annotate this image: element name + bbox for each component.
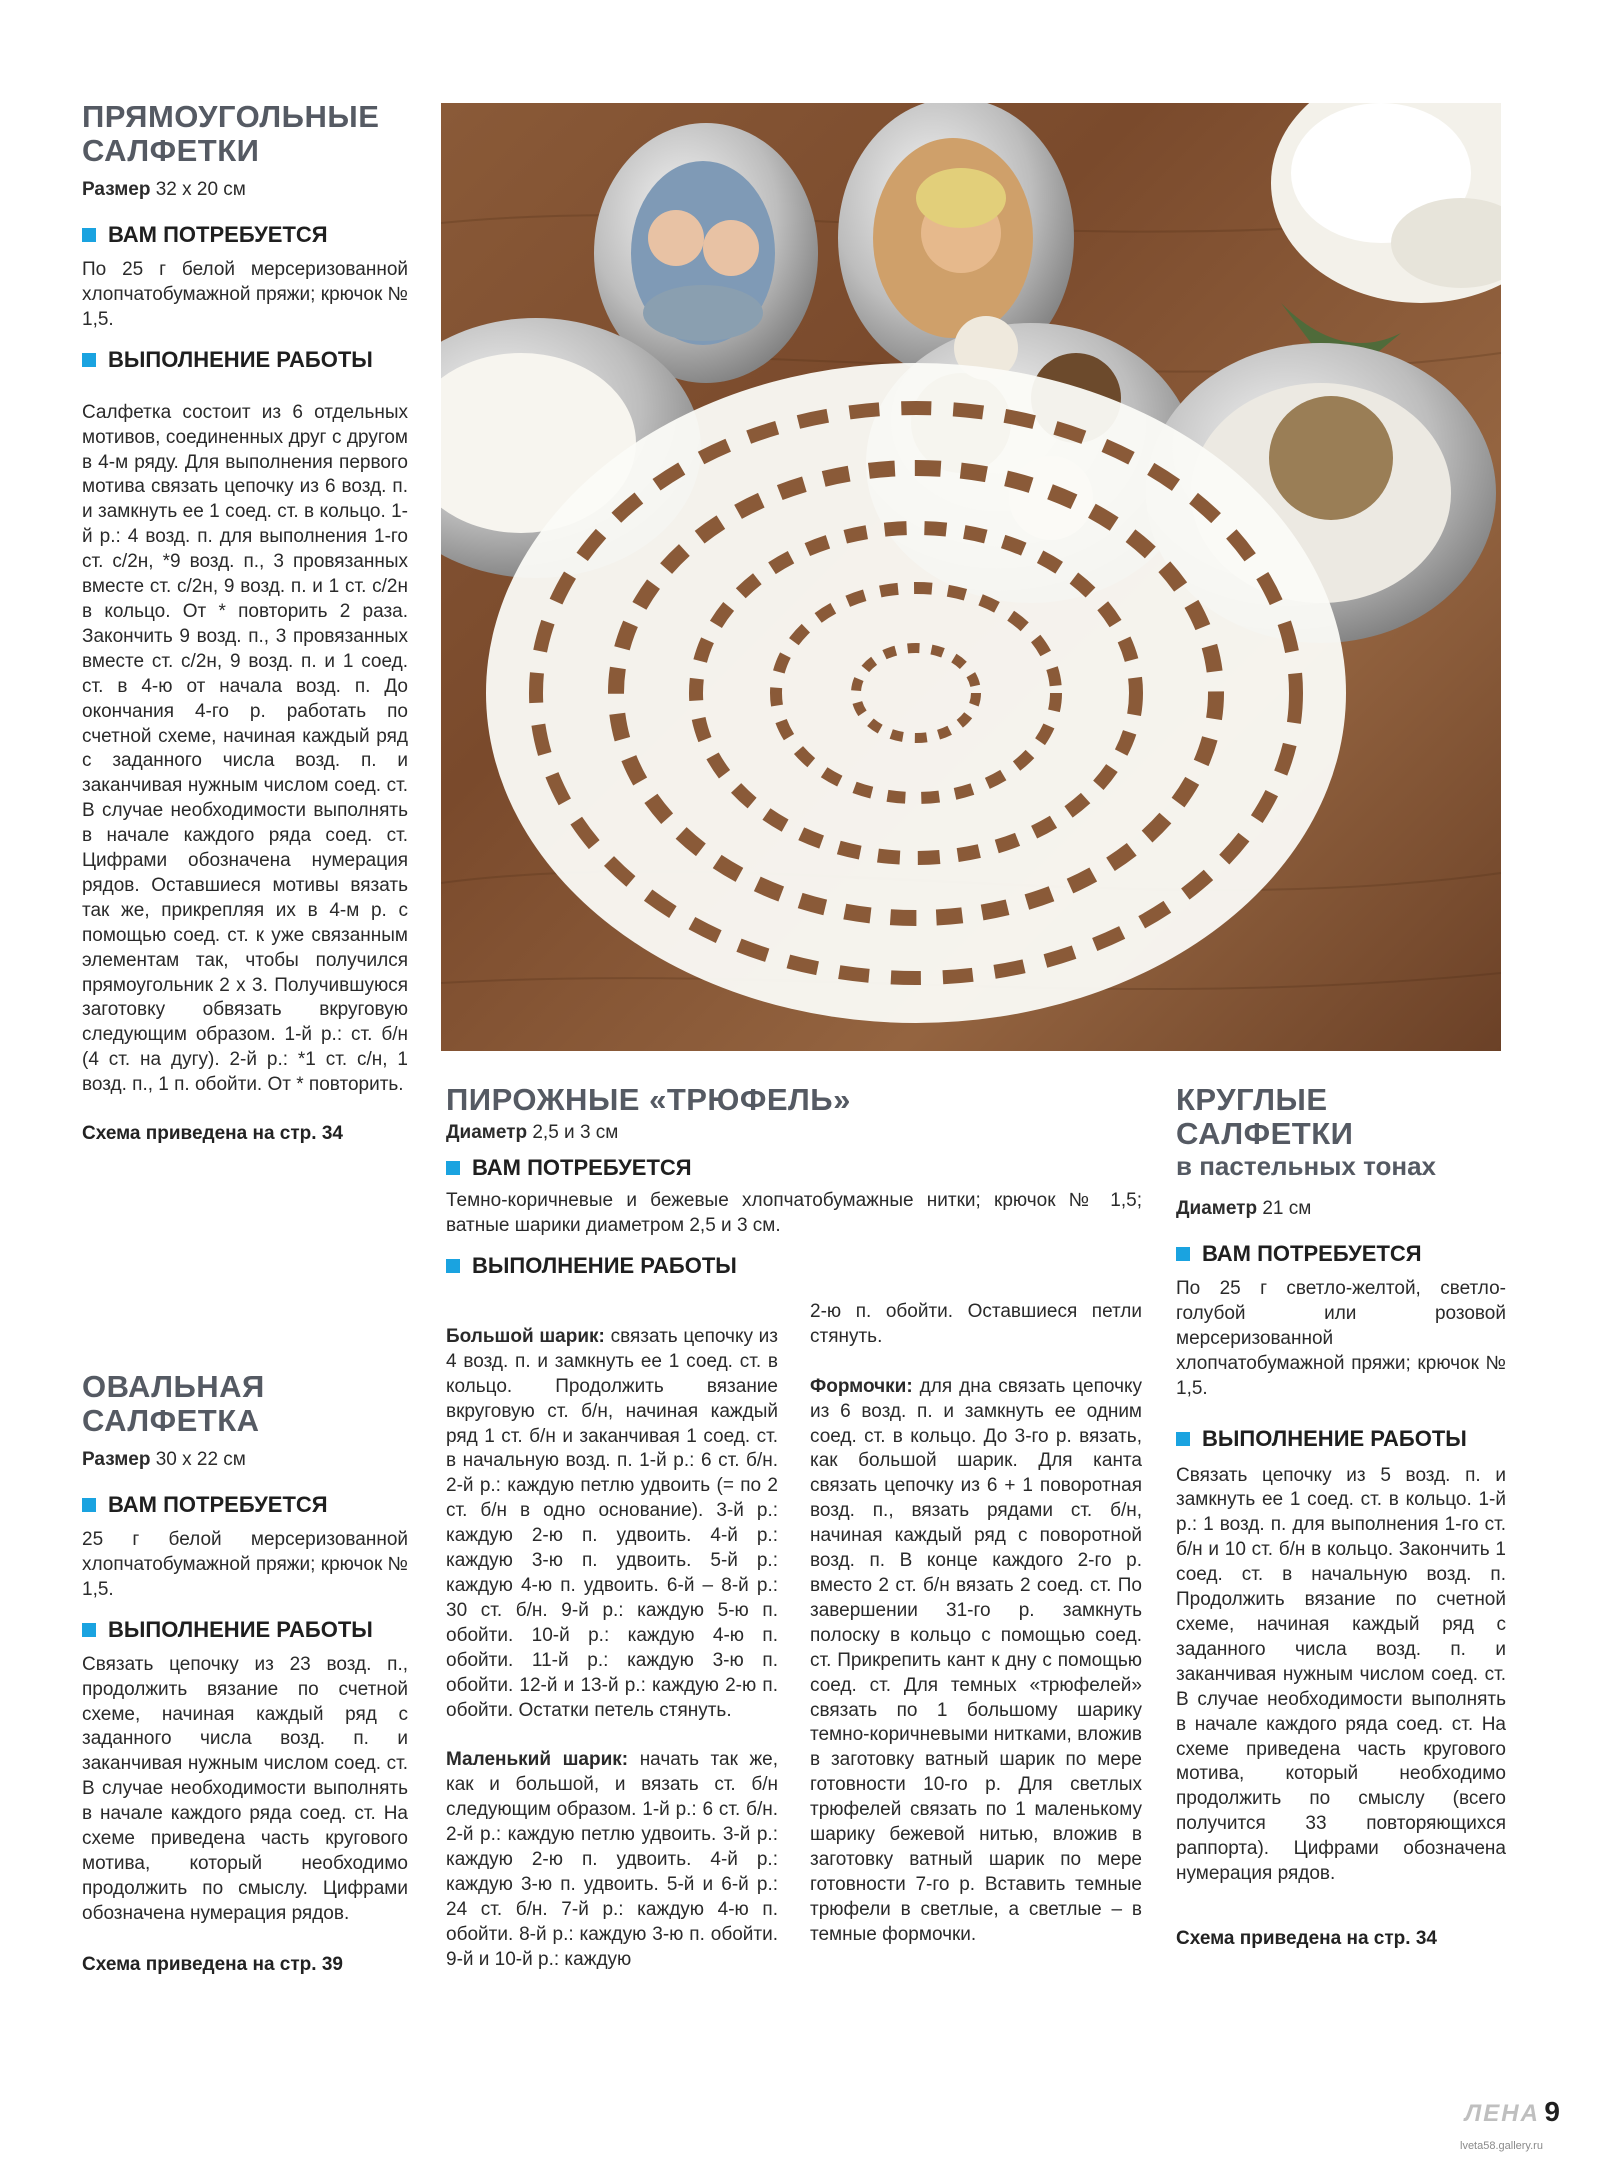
section-heading-label: ВАМ ПОТРЕБУЕТСЯ: [108, 1492, 328, 1517]
square-bullet-icon: [1176, 1247, 1190, 1261]
continuation-text: 2-ю п. обойти. Оставшиеся петли стянуть.: [810, 1301, 1142, 1347]
photo-illustration: [441, 103, 1501, 1051]
square-bullet-icon: [82, 1623, 96, 1637]
size-value: 30 х 22 см: [155, 1449, 246, 1470]
forms-instructions: для дна связать цепочку из 6 возд. п. и замкнуть ее одним соед. ст. в кольцо. До 3-го р. вязать, как большой шарик. Для канта связать цепочку из 6 + 1 поворотная возд. п., вязать рядами ст. б/н, начиная каждый ряд с поворотной возд. п. В конце каждого 2-го р. вместо 2 ст. б/н вязать 2 соед. ст. По завершении 31-го р. замкнуть полоску в кольцо с помощью соед. ст. Прикрепить кант к дну с помощью соед. ст. Для темных «трюфелей» связать по 1 большому шарику темно-коричневыми нитками, вложив в заготовку ватный шарик по мере готовности 10-го р. Для светлых трюфелей связать по 1 маленькому шарику бежевой нитью, вложив в заготовку ватный шарик по мере готовности 7-го р. Вставить темные трюфели в светлые, а светлые – в темные формочки.: [810, 1375, 1142, 1945]
small-ball-instructions: начать так же, как и большой, и вязать ст. б/н следующим образом. 1-й р.: 6 ст. б/н. 2-й р.: каждую петлю удвоить. 3-й р.: каждую 2-ю п. удвоить. 4-й р.: каждую 3-ю п. удвоить. 5-й и 6-й р.: 24 ст. б/н. 7-й р.: каждую 4-ю п. обойти. 8-й р.: каждую 3-ю п. обойти. 9-й и 10-й р.: каждую: [446, 1749, 779, 1970]
size-line: [446, 1121, 1142, 1145]
section-heading-materials: [446, 1155, 1142, 1181]
article-oval-napkin: [82, 1370, 408, 1977]
section-heading-work: [82, 347, 408, 373]
size-label: Диаметр: [1176, 1198, 1258, 1219]
section-heading-label: ВЫПОЛНЕНИЕ РАБОТЫ: [108, 1616, 373, 1642]
square-bullet-icon: [446, 1161, 460, 1175]
forms-label: Формочки:: [810, 1375, 913, 1397]
size-line: [1176, 1197, 1506, 1221]
square-bullet-icon: [82, 228, 96, 242]
square-bullet-icon: [82, 1498, 96, 1512]
work-text: Связать цепочку из 5 возд. п. и замкнуть ее 1 соед. ст. в кольцо. 1-й р.: 1 возд. п. для выполнения 1-го ст. б/н и 10 ст. б/н в кольцо. Закончить 1 соед. ст. в начальную возд. п. Продолжить вязание по счетной схеме, начиная каждый ряд с заданного числа возд. п. и заканчивая нужным числом соед. ст. В случае необходимости выполнять в начале каждого ряда соед. ст. На схеме приведена часть кругового мотива, который необходимо продолжить по смыслу (всего получится 33 повторяющихся раппорта). Цифрами обозначена нумерация рядов.: [1176, 1464, 1506, 1885]
square-bullet-icon: [1176, 1432, 1190, 1446]
scheme-reference: Схема приведена на стр. 34: [1176, 1927, 1437, 1949]
rose-flower: [1271, 103, 1501, 383]
article-truffles: [446, 1083, 1142, 1279]
section-heading-label: ВАМ ПОТРЕБУЕТСЯ: [1202, 1241, 1422, 1266]
section-heading-label: ВАМ ПОТРЕБУЕТСЯ: [472, 1155, 692, 1180]
article-title: ОВАЛЬНАЯ САЛФЕТКА: [82, 1369, 265, 1438]
magazine-name: ЛЕНА: [1464, 2100, 1540, 2127]
page-footer: [1380, 2096, 1560, 2128]
article-title-line2: САЛФЕТКИ: [82, 133, 260, 168]
article-subtitle: в пастельных тонах: [1176, 1151, 1437, 1181]
section-heading-label: ВАМ ПОТРЕБУЕТСЯ: [108, 222, 328, 247]
scheme-reference: Схема приведена на стр. 39: [82, 1953, 343, 1975]
section-heading-label: ВЫПОЛНЕНИЕ РАБОТЫ: [1202, 1425, 1467, 1451]
big-ball-instructions: связать цепочку из 4 возд. п. и замкнуть ее 1 соед. ст. в кольцо. Продолжить вязание вкруговую ст. б/н, начиная каждый ряд 1 ст. б/н и заканчивая 1 соед. ст. в начальную возд. п. 1-й р.: 6 ст. б/н. 2-й р.: каждую петлю удвоить (= по 2 ст. б/н в одно основание). 3-й р.: каждую 2-ю п. удвоить. 4-й р.: каждую 3-ю п. удвоить. 5-й р.: каждую 4-ю п. удвоить. 6-й – 8-й р.: 30 ст. б/н. 9-й р.: каждую 5-ю п. обойти. 10-й р.: каждую 4-ю п. обойти. 11-й р.: каждую 3-ю п. обойти. 12-й и 13-й р.: каждую 2-ю п. обойти. Остатки петель стянуть.: [446, 1325, 778, 1721]
materials-text: По 25 г белой мерсеризованной хлопчатобумажной пряжи; крючок № 1,5.: [82, 259, 408, 330]
crochet-doily: [486, 363, 1346, 1023]
article-round-napkins: [1176, 1083, 1506, 1951]
materials-text: 25 г белой мерсеризованной хлопчатобумажной пряжи; крючок № 1,5.: [82, 1529, 408, 1600]
big-ball-label: Большой шарик:: [446, 1325, 605, 1347]
size-label: Размер: [82, 1449, 151, 1470]
size-label: Размер: [82, 179, 151, 200]
section-heading-label: ВЫПОЛНЕНИЕ РАБОТЫ: [108, 346, 373, 372]
article-rectangular-napkins: [82, 100, 408, 1146]
section-heading-work: [1176, 1426, 1506, 1452]
section-heading-work: [82, 1617, 408, 1643]
section-heading-materials: [82, 1492, 408, 1518]
square-bullet-icon: [446, 1259, 460, 1273]
size-value: 2,5 и 3 см: [532, 1122, 619, 1143]
page-number: 9: [1544, 2096, 1560, 2127]
size-value: 21 см: [1262, 1198, 1312, 1219]
materials-text: По 25 г светло-желтой, светло-голубой или розовой мерсеризованной хлопчатобумажной пряжи; крючок № 1,5.: [1176, 1278, 1506, 1399]
truffles-column-b: [810, 1300, 1142, 1948]
truffles-column-a: [446, 1300, 778, 1972]
section-heading-label: ВЫПОЛНЕНИЕ РАБОТЫ: [472, 1252, 737, 1278]
section-heading-materials: [82, 222, 408, 248]
section-heading-materials: [1176, 1241, 1506, 1267]
scheme-reference: Схема приведена на стр. 34: [82, 1123, 343, 1145]
forms-text: [810, 1350, 1142, 1948]
size-line: [82, 1448, 408, 1472]
big-ball-text: [446, 1300, 778, 1723]
article-title: КРУГЛЫЕ САЛФЕТКИ: [1176, 1082, 1354, 1151]
section-heading-work: [446, 1253, 1142, 1279]
work-text: Связать цепочку из 23 возд. п., продолжить вязание по счетной схеме, начиная каждый ряд с заданного числа возд. п. и заканчивая нужным числом соед. ст. В случае необходимости выполнять в начале каждого ряда соед. ст. На схеме приведена часть кругового мотива, который необходимо продолжить по смыслу. Цифрами обозначена нумерация рядов.: [82, 1653, 408, 1924]
size-value: 32 х 20 см: [155, 179, 246, 200]
small-ball-text: [446, 1723, 778, 1972]
article-title: ПИРОЖНЫЕ «ТРЮФЕЛЬ»: [446, 1082, 851, 1117]
work-text: Салфетка состоит из 6 отдельных мотивов, соединенных друг с другом в 4-м ряду. Для выполнения первого мотива связать цепочку из 6 возд. п. и замкнуть ее 1 соед. ст. в кольцо. 1-й р.: 4 возд. п. для выполнения 1-го ст. с/2н, *9 возд. п., 3 провязанных вместе ст. с/2н, 9 возд. п. и 1 ст. с/2н в кольцо. От * повторить 2 раза. Закончить 9 возд. п., 3 провязанных вместе ст. с/2н, 9 возд. п. и 1 соед. ст. в 4-ю от начала возд. п. До окончания 4-го р. работать по счетной схеме, начиная каждый ряд с заданного числа возд. п. и заканчивая нужным числом соед. ст. В случае необходимости выполнять в начале каждого ряда соед. ст. Цифрами обозначена нумерация рядов. Оставшиеся мотивы вязать так же, прикрепляя их в 4-м р. с помощью соед. ст. к уже связанным элементам так, чтобы получился прямоугольник 2 х 3. Получившуюся заготовку обвязать вкруговую следующим образом. 1-й р.: ст. б/н (4 ст. на дугу). 2-й р.: *1 ст. с/н, 1 возд. п., 1 п. обойти. От * повторить.: [82, 401, 408, 1096]
square-bullet-icon: [82, 353, 96, 367]
doily-photo: [441, 103, 1501, 1051]
size-line: [82, 178, 408, 202]
small-ball-label: Маленький шарик:: [446, 1749, 629, 1771]
materials-text: Темно-коричневые и бежевые хлопчатобумажные нитки; крючок № 1,5; ватные шарики диаметром 2,5 и 3 см.: [446, 1190, 1142, 1236]
article-title-line1: ПРЯМОУГОЛЬНЫЕ: [82, 99, 380, 134]
watermark: lveta58.gallery.ru: [1460, 2140, 1543, 2152]
size-label: Диаметр: [446, 1122, 528, 1143]
